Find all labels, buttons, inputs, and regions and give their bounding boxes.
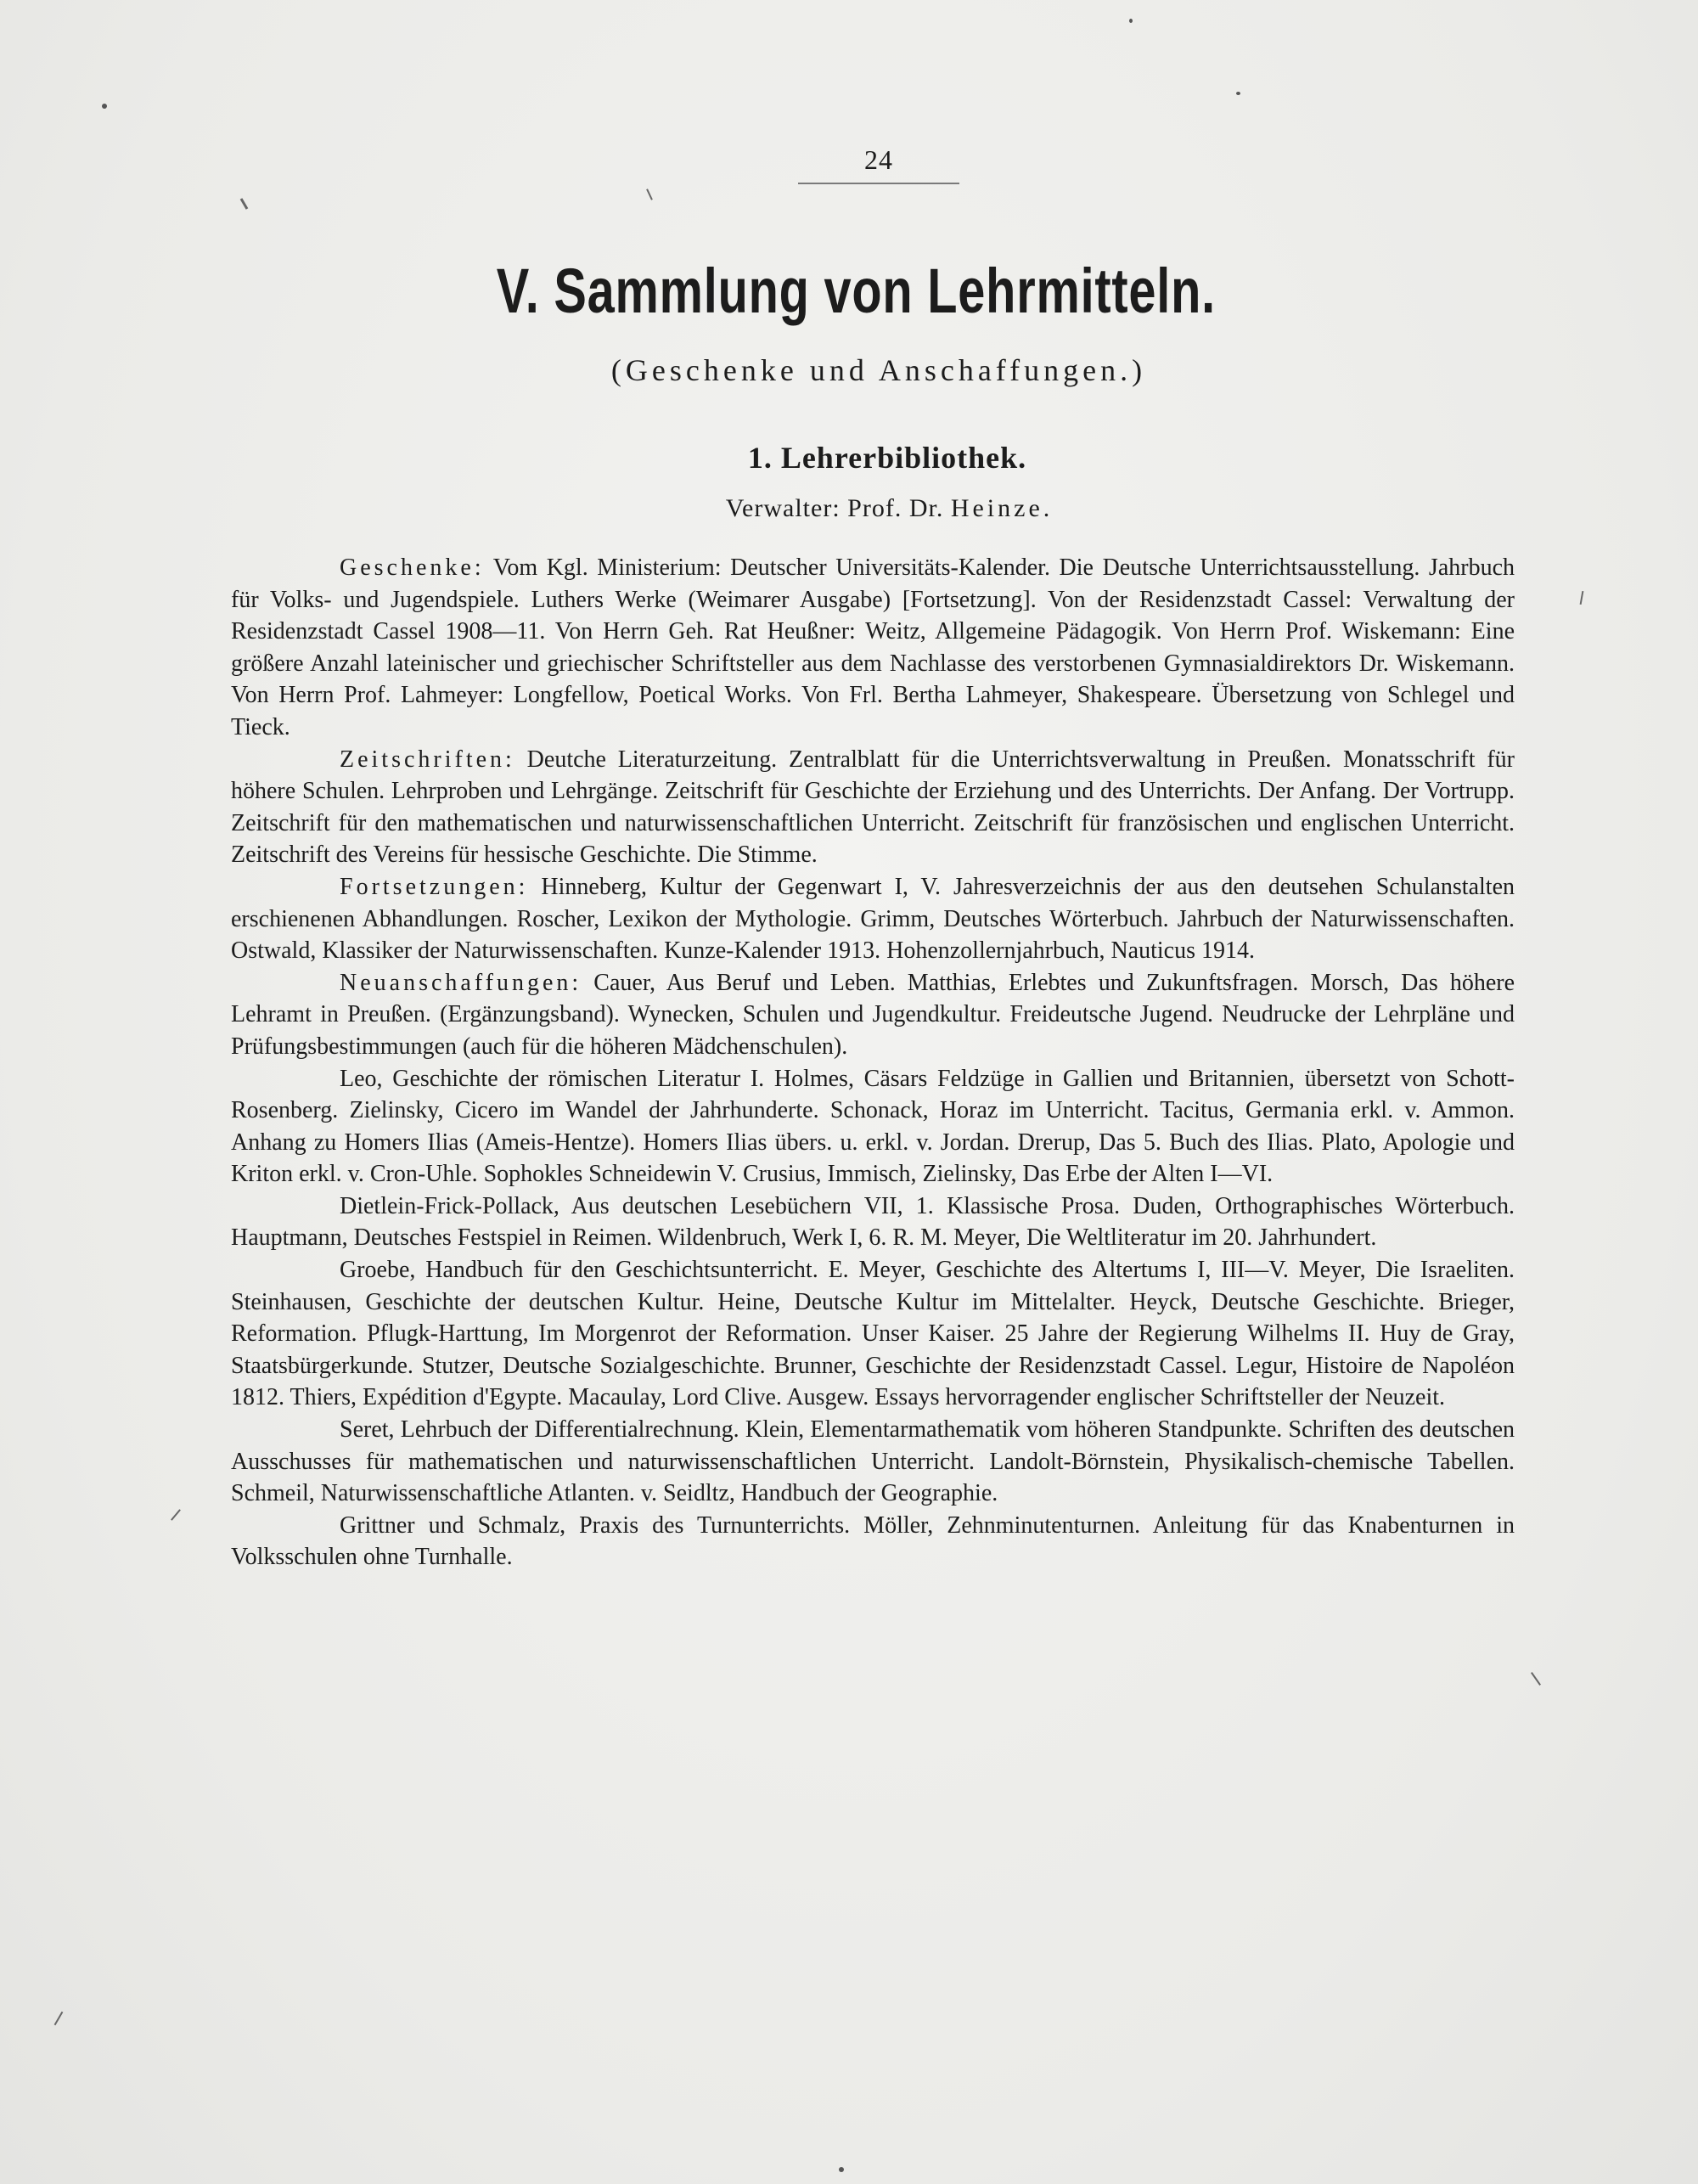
scan-mark: [1580, 591, 1584, 605]
section-title: V. Sammlung von Lehrmitteln.: [496, 256, 1216, 326]
scan-mark: [1531, 1672, 1541, 1686]
paragraph-fortsetzungen: [231, 871, 1515, 967]
page-number: 24: [798, 144, 959, 184]
scan-speck: [102, 104, 107, 109]
paragraph-text: Leo, Geschichte der römischen Literatur I. Holmes, Cäsars Feldzüge in Gallien und Britannien, übersetzt von Schott-Rosenberg. Zielinsky, Cicero im Wandel der Jahrhunderte. Schonack, Horaz im Unterricht. Tacitus, Germania erkl. v. Ammon. Anhang zu Homers Ilias (Ameis-Hentze). Homers Ilias übers. u. erkl. v. Jordan. Drerup, Das 5. Buch des Ilias. Plato, Apologie und Kriton erkl. v. Cron-Uhle. Sophokles Schneidewin V. Crusius, Immisch, Zielinsky, Das Erbe der Alten I—VI.: [231, 1065, 1515, 1188]
paragraph-math-science: [231, 1414, 1515, 1510]
category-fortsetzungen: Fortsetzungen:: [340, 873, 529, 900]
scan-speck: [839, 2167, 844, 2172]
section-subtitle: (Geschenke und Anschaffungen.): [610, 353, 1147, 387]
curator-name-prefix: Prof. Dr.: [847, 494, 944, 522]
paragraph-classics: [231, 1063, 1515, 1191]
paragraph-text: Seret, Lehrbuch der Differentialrechnung. Klein, Elementarmathematik vom höheren Standpunkte. Schriften des deutschen Ausschusses für mathematischen und naturwissenschaftlichen Unterricht. Landolt-Börnstein, Physikalisch-chemische Tabellen. Schmeil, Naturwissenschaftliche Atlanten. v. Seidltz, Handbuch der Geographie.: [231, 1416, 1515, 1507]
paragraph-neuanschaffungen: [231, 967, 1515, 1063]
scan-mark: [646, 189, 653, 200]
curator-label: Verwalter:: [725, 494, 841, 522]
curator-name: Heinze.: [950, 494, 1054, 522]
category-neuanschaffungen: Neuanschaffungen:: [340, 969, 582, 996]
subsection-title: 1. Lehrerbibliothek.: [747, 441, 1027, 475]
library-list-body: [231, 552, 1515, 1573]
paragraph-history: [231, 1254, 1515, 1414]
paragraph-text: Hinneberg, Kultur der Gegenwart I, V. Jahresverzeichnis der aus den deutsehen Schulanstalten erschienenen Abhandlungen. Roscher, Lexikon der Mythologie. Grimm, Deutsches Wörterbuch. Jahrbuch der Naturwissenschaften. Ostwald, Klassiker der Naturwissenschaften. Kunze-Kalender 1913. Hohenzollernjahrbuch, Nauticus 1914.: [231, 873, 1515, 965]
paragraph-text: Deutche Literaturzeitung. Zentralblatt für die Unterrichtsverwaltung in Preußen. Monatsschrift für höhere Schulen. Lehrproben und Lehrgänge. Zeitschrift für Geschichte der Erziehung und des Unterrichts. Der Anfang. Der Vortrupp. Zeitschrift für den mathematischen und naturwissenschaftlichen Unterricht. Zeitschrift für französischen und englischen Unterricht. Zeitschrift des Vereins für hessische Geschichte. Die Stimme.: [231, 746, 1515, 869]
paragraph-text: Cauer, Aus Beruf und Leben. Matthias, Erlebtes und Zukunftsfragen. Morsch, Das höhere Lehramt in Preußen. (Ergänzungsband). Wynecken, Schulen und Jugendkultur. Freideutsche Jugend. Neudrucke der Lehrpläne und Prüfungsbestimmungen (auch für die höheren Mädchenschulen).: [231, 969, 1515, 1060]
paragraph-zeitschriften: [231, 744, 1515, 871]
scan-mark: [171, 1509, 181, 1521]
paragraph-text: Grittner und Schmalz, Praxis des Turnunterrichts. Möller, Zehnminutenturnen. Anleitung für das Knabenturnen in Volksschulen ohne Turnhalle.: [231, 1511, 1515, 1571]
paragraph-text: Dietlein-Frick-Pollack, Aus deutschen Lesebüchern VII, 1. Klassische Prosa. Duden, Orthographisches Wörterbuch. Hauptmann, Deutsches Festspiel in Reimen. Wildenbruch, Werk I, 6. R. M. Meyer, Die Weltliteratur im 20. Jahrhundert.: [231, 1192, 1515, 1252]
scan-mark: [54, 2012, 64, 2026]
paragraph-text: Groebe, Handbuch für den Geschichtsunterricht. E. Meyer, Geschichte des Altertums I, III—V. Meyer, Die Israeliten. Steinhausen, Geschichte der deutschen Kultur. Heine, Deutsche Kultur im Mittelalter. Heyck, Deutsche Geschichte. Brieger, Reformation. Pflugk-Harttung, Im Morgenrot der Reformation. Unser Kaiser. 25 Jahre der Regierung Wilhelms II. Huy de Gray, Staatsbürgerkunde. Stutzer, Deutsche Sozialgeschichte. Brunner, Geschichte der Residenzstadt Cassel. Legur, Histoire de Napoléon 1812. Thiers, Expédition d'Egypte. Macaulay, Lord Clive. Ausgew. Essays hervorragender englischer Schriftsteller der Neuzeit.: [231, 1257, 1515, 1411]
paragraph-text: Vom Kgl. Ministerium: Deutscher Universitäts-Kalender. Die Deutsche Unterrichtsausstellung. Jahrbuch für Volks- und Jugendspiele. Luthers Werke (Weimarer Ausgabe) [Fortsetzung]. Von der Residenzstadt Cassel: Verwaltung der Residenzstadt Cassel 1908—11. Von Herrn Geh. Rat Heußner: Weitz, Allgemeine Pädagogik. Von Herrn Prof. Wiskemann: Eine größere Anzahl lateinischer und griechischer Schriftsteller aus dem Nachlasse des verstorbenen Gymnasialdirektors Dr. Wiskemann. Von Herrn Prof. Lahmeyer: Longfellow, Poetical Works. Von Frl. Bertha Lahmeyer, Shakespeare. Übersetzung von Schlegel und Tieck.: [231, 554, 1515, 740]
paragraph-geschenke: [231, 552, 1515, 744]
paragraph-gymnastics: [231, 1510, 1515, 1573]
scan-speck: [1236, 92, 1240, 95]
category-zeitschriften: Zeitschriften:: [340, 746, 515, 773]
scan-mark: [240, 198, 249, 210]
paragraph-german: [231, 1191, 1515, 1254]
scan-speck: [1129, 19, 1133, 23]
category-geschenke: Geschenke:: [340, 554, 485, 581]
curator-line: [0, 494, 1698, 523]
